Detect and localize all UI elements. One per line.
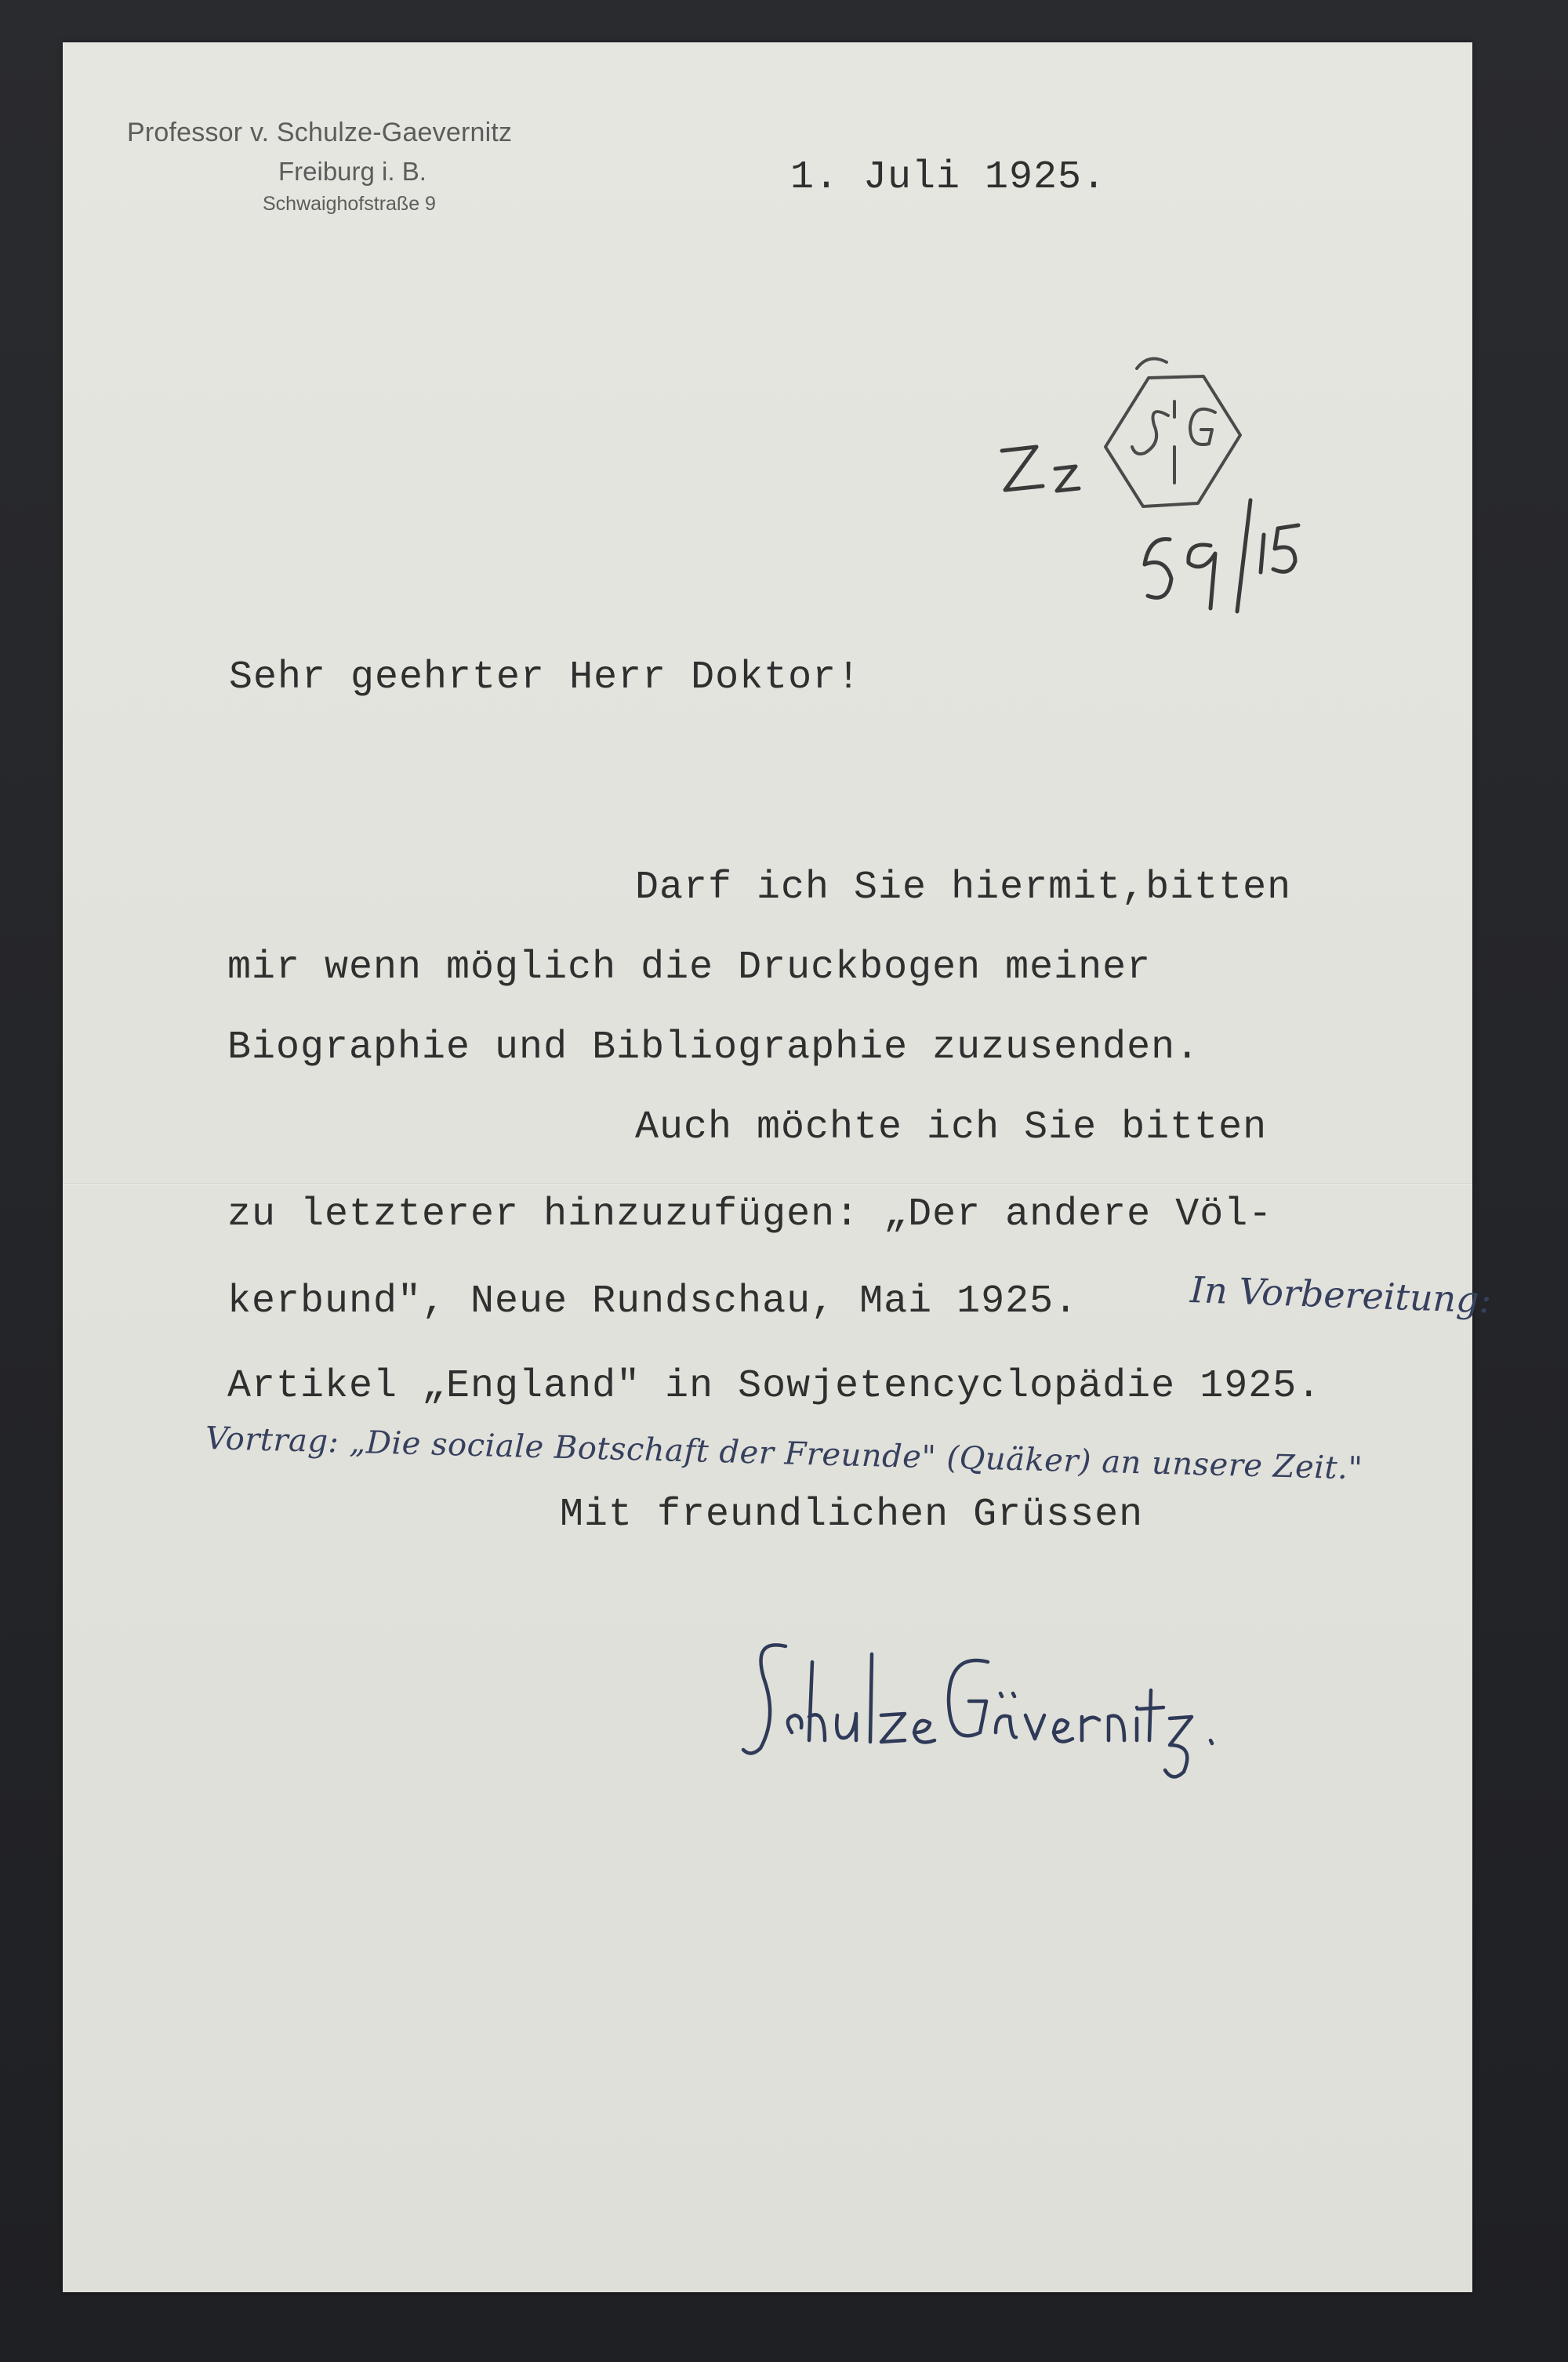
body-line-4: Auch möchte ich Sie bitten xyxy=(635,1105,1268,1150)
archive-stamp-icon xyxy=(988,329,1333,619)
body-line-5: zu letzterer hinzuzufügen: „Der andere Völ- xyxy=(227,1192,1273,1237)
letter-date: 1. Juli 1925. xyxy=(790,155,1107,200)
body-line-2: mir wenn möglich die Druckbogen meiner xyxy=(227,945,1152,990)
closing: Mit freundlichen Grüssen xyxy=(560,1493,1144,1537)
letterhead-street: Schwaighofstraße 9 xyxy=(263,193,436,215)
letterhead-name: Professor v. Schulze-Gaevernitz xyxy=(127,118,513,147)
body-line-3: Biographie und Bibliographie zuzusenden. xyxy=(227,1025,1200,1070)
handwritten-in-vorbereitung: In Vorbereitung: xyxy=(1189,1268,1493,1322)
handwritten-vortrag-note: Vortrag: „Die sociale Botschaft der Freunde" (Quäker) an unsere Zeit." xyxy=(205,1420,1363,1487)
paper-fold-line xyxy=(63,1183,1472,1185)
salutation: Sehr geehrter Herr Doktor! xyxy=(229,655,862,700)
body-line-1: Darf ich Sie hiermit,bitten xyxy=(635,865,1292,910)
letterhead-city: Freiburg i. B. xyxy=(278,157,426,186)
body-line-6: kerbund", Neue Rundschau, Mai 1925. xyxy=(227,1279,1079,1324)
body-line-7: Artikel „England" in Sowjetencyclopädie 1925. xyxy=(227,1364,1322,1409)
signature-icon xyxy=(737,1615,1223,1787)
